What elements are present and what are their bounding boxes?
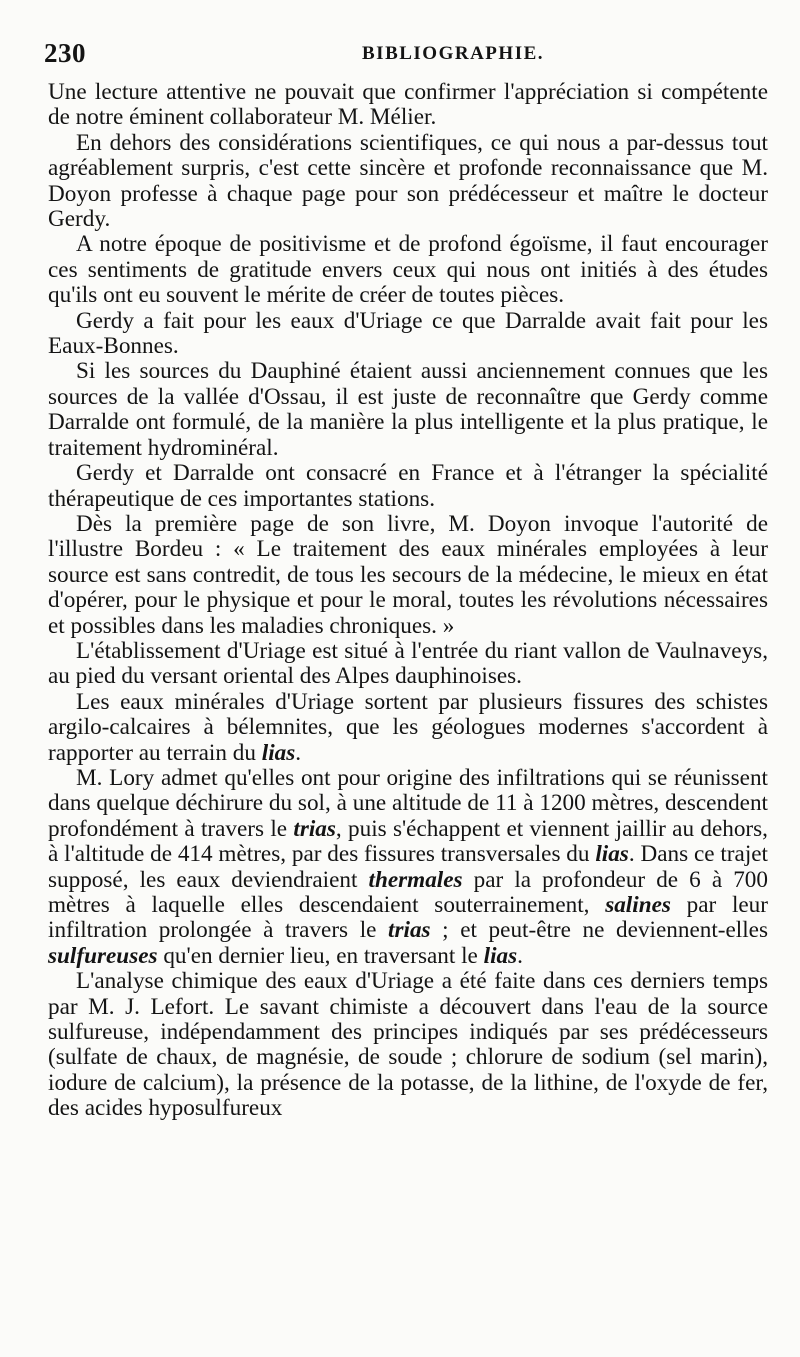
page-number: 230 <box>44 38 86 68</box>
text-run: M. Lory admet qu'elles ont pour origine des infiltrations qui se réunissent dans quelque déchirure du sol, à une altitude de 11 à 1200 mètres, descendent profondément à travers le <box>48 764 768 842</box>
text-run: Si les sources du Dauphiné étaient aussi anciennement connues que les sources de la vallée d'Ossau, il est juste de reconnaître que Gerdy comme Darralde ont formulé, de la manière la plus intelligente et la plus pratique, le traitement hydrominéral. <box>48 358 768 461</box>
text-run: . <box>295 739 302 766</box>
paragraph <box>48 232 768 308</box>
paragraph <box>48 969 768 1121</box>
page-header <box>44 38 764 72</box>
text-run: Dès la première page de son livre, M. Doyon invoque l'autorité de l'illustre Bordeu : « Le traitement des eaux minérales employées à leur source est sans contredit, de tous les secours de la médecine, le mieux en état d'opérer, pour le physique et pour le moral, toutes les révolutions nécessaires et possibles dans les maladies chroniques. » <box>48 510 768 639</box>
italic-term: trias <box>388 917 431 944</box>
text-run: Gerdy a fait pour les eaux d'Uriage ce que Darralde avait fait pour les Eaux-Bonnes. <box>48 307 768 360</box>
paragraph <box>48 359 768 461</box>
paragraph <box>48 512 768 639</box>
italic-term: thermales <box>368 866 463 893</box>
text-run: . Dans ce trajet supposé, les eaux deviendraient <box>48 841 768 893</box>
italic-term: trias <box>293 815 336 842</box>
text-run: L'analyse chimique des eaux d'Uriage a été faite dans ces derniers temps par M. J. Lefort. Le savant chimiste a découvert dans l'eau de la source sulfureuse, indépendamment des principes indiqués par ses prédécesseurs (sulfate de chaux, de magnésie, de soude ; chlorure de sodium (sel marin), iodure de calcium), la présence de la potasse, de la lithine, de l'oxyde de fer, des acides hyposulfureux <box>48 968 768 1122</box>
paragraph <box>48 131 768 233</box>
text-run: Une lecture attentive ne pouvait que confirmer l'appréciation si compétente de notre éminent collaborateur M. Mélier. <box>48 79 768 131</box>
italic-term: lias <box>595 841 629 868</box>
text-run: par la profondeur de 6 à 700 mètres à laquelle elles descendaient souterrainement, <box>48 866 768 918</box>
italic-term: lias <box>261 739 296 766</box>
italic-term: lias <box>483 942 518 969</box>
paragraph <box>48 690 768 766</box>
text-run: L'établissement d'Uriage est situé à l'entrée du riant vallon de Vaulnaveys, au pied du versant oriental des Alpes dauphinoises. <box>48 637 768 690</box>
running-head: BIBLIOGRAPHIE. <box>362 43 545 64</box>
text-run: , puis s'échappent et viennent jaillir au dehors, à l'altitude de 414 mètres, par des fissures transversales du <box>48 815 768 868</box>
paragraph <box>48 639 768 690</box>
text-run: par leur infiltration prolongée à travers le <box>48 892 768 944</box>
italic-term: sulfureuses <box>48 942 158 969</box>
italic-term: salines <box>605 892 671 918</box>
body-text <box>48 80 768 1122</box>
paragraph <box>48 461 768 512</box>
text-run: Gerdy et Darralde ont consacré en France et à l'étranger la spécialité thérapeutique de ces importantes stations. <box>48 460 768 512</box>
text-run: ; et peut-être ne deviennent-elles <box>430 917 768 944</box>
paragraph <box>48 80 768 131</box>
paragraph <box>48 309 768 360</box>
text-run: qu'en dernier lieu, en traversant le <box>157 942 484 969</box>
text-run: En dehors des considérations scientifiques, ce qui nous a par-dessus tout agréablement surpris, c'est cette sincère et profonde reconnaissance que M. Doyon professe à chaque page pour son prédécesseur et maître le docteur Gerdy. <box>48 129 768 233</box>
text-run: Les eaux minérales d'Uriage sortent par plusieurs fissures des schistes argilo-calcaires à bélemnites, que les géologues modernes s'accordent à rapporter au terrain du <box>48 688 768 766</box>
text-run: . <box>517 942 523 969</box>
paragraph <box>48 766 768 969</box>
text-run: A notre époque de positivisme et de profond égoïsme, il faut encourager ces sentiments de gratitude envers ceux qui nous ont initiés à des études qu'ils ont eu souvent le mérite de créer de toutes pièces. <box>48 231 768 309</box>
